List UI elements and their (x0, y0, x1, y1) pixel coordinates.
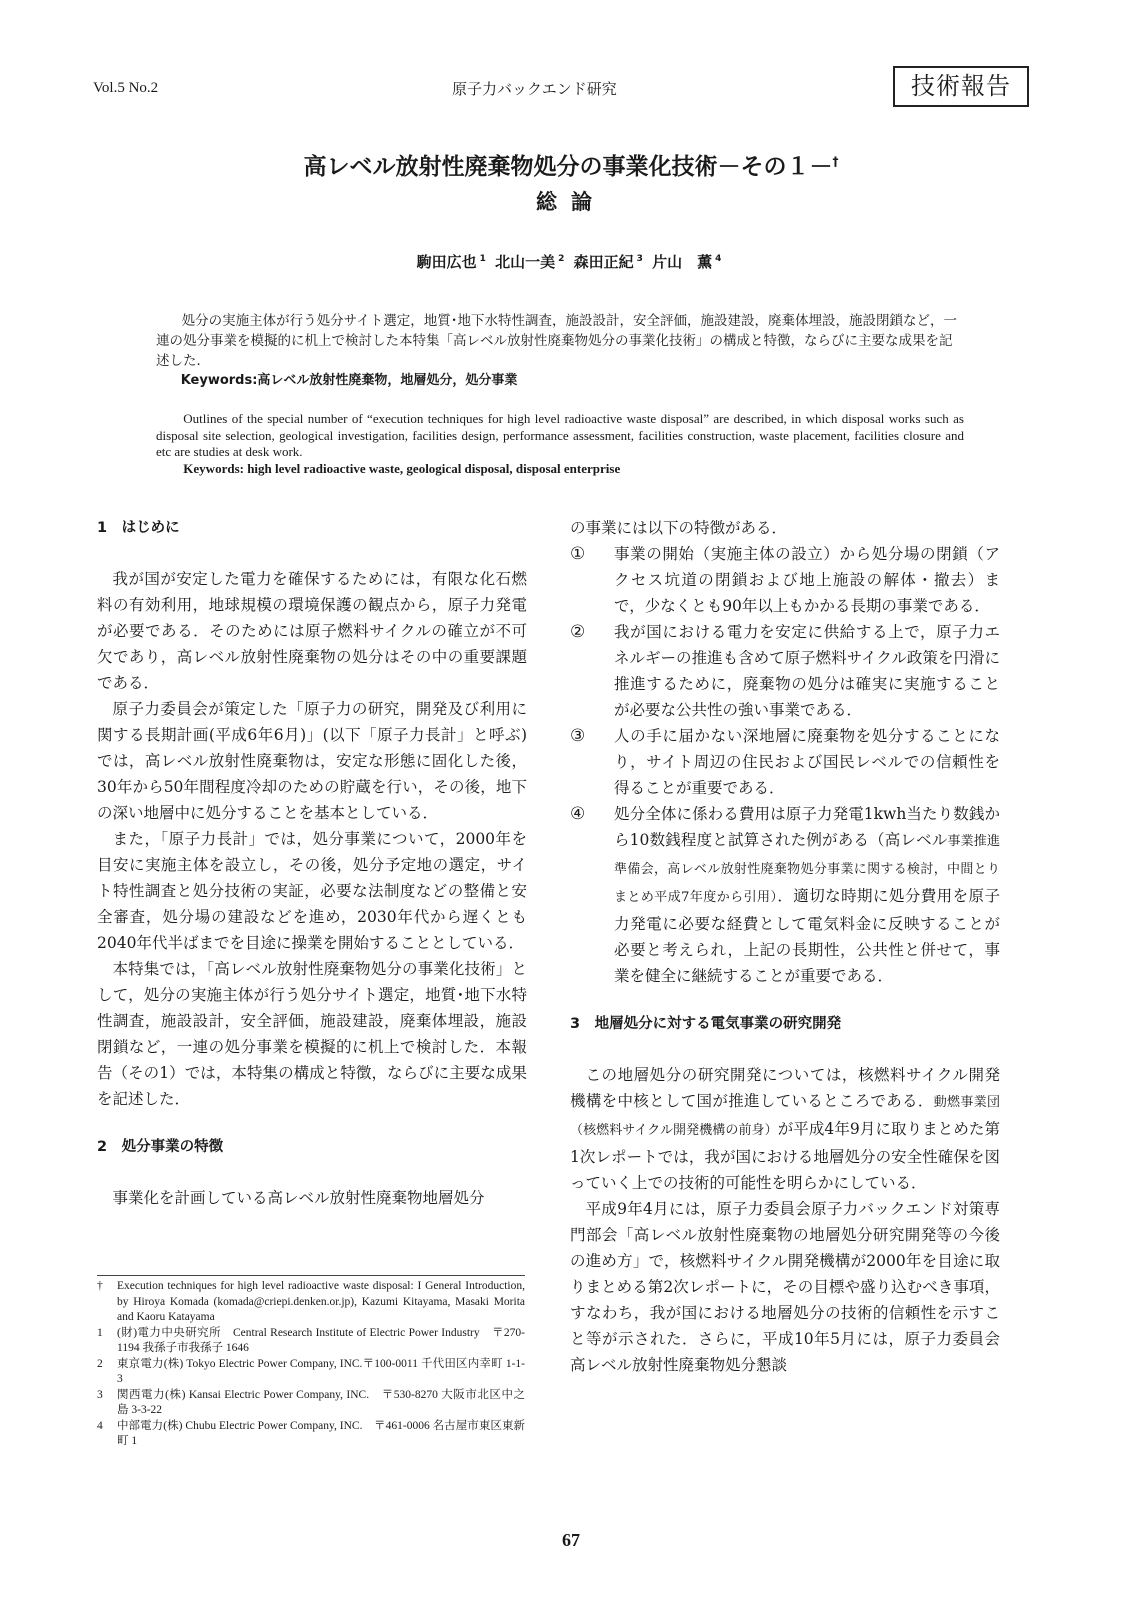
paper-subtitle: 総論 (536, 190, 606, 214)
title-dagger: † (832, 154, 839, 169)
category-badge: 技術報告 (893, 66, 1029, 107)
item-4-text-a: 処分全体に係わる費用は原子力発電1kwh当たり数銭から10数銭程度と試算された例がある（高レベル (614, 805, 1000, 849)
list-item (570, 541, 1000, 619)
abstract-english (156, 411, 964, 477)
paragraph: 本特集では，「高レベル放射性廃棄物処分の事業化技術」として，処分の実施主体が行う処分サイト選定，地質･地下水特性調査，施設設計，安全評価，施設建設，廃棄体埋設，施設閉鎖など，一連の処分事業を模擬的に机上で検討した．本報告（その1）では，本特集の構成と特徴，ならびに主要な成果を記述した． (97, 960, 527, 1108)
item-4-text-b: ．適切な時期に処分費用を原子力発電に必要な経費として電気料金に反映することが必要と考えられ，上記の長期性，公共性と併せて，事業を健全に継続することが重要である． (614, 887, 1000, 985)
sec3-text-b: が平成4年9月に取りまとめた第1次レポートでは，我が国における地層処分の安全性確保を図っていく上での技術的可能性を明らかにしている． (570, 1120, 1000, 1192)
item-number: ③ (570, 726, 586, 746)
author-name: 北山一美 (495, 253, 556, 271)
section-1-heading: 1 はじめに (97, 520, 180, 536)
paragraph: 事業化を計画している高レベル放射性廃棄物地層処分 (112, 1189, 485, 1207)
footnote-text: 東京電力(株) Tokyo Electric Power Company, INC.〒100-0011 千代田区内幸町 1-1-3 (117, 1357, 525, 1385)
item-text (614, 801, 1000, 989)
list-item (570, 801, 1000, 989)
volume-label: Vol.5 No.2 (93, 80, 159, 96)
list-item (570, 723, 1000, 801)
keywords-en: Keywords: high level radioactive waste, geological disposal, disposal enterprise (183, 460, 621, 476)
item-number: ① (570, 544, 586, 564)
paragraph-continuation: の事業には以下の特徴がある． (570, 519, 788, 537)
item-number: ② (570, 622, 586, 642)
left-column (97, 515, 527, 1211)
abstract-ja-text: 処分の実施主体が行う処分サイト選定，地質･地下水特性調査，施設設計，安全評価，施設建設，廃棄体埋設，施設閉鎖など，一連の処分事業を模擬的に机上で検討した本特集「高レベル放射性廃棄物処分の事業化技術」の構成と特徴，ならびに主要な成果を記述した． (156, 313, 957, 369)
abstract-en-text: Outlines of the special number of “execution techniques for high level radioactive waste disposal” are described, in which disposal works such as disposal site selection, geological investigation, facilities design, performance assessment, facilities construction, waste placement, facilities closure and etc are studies at desk work. (156, 411, 964, 459)
author-name: 森田正紀 (573, 253, 634, 271)
item-text: 人の手に届かない深地層に廃棄物を処分することになり，サイト周辺の住民および国民レベルでの信頼性を得ることが重要である． (614, 727, 1000, 797)
paragraph: 平成9年4月には，原子力委員会原子力バックエンド対策専門部会「高レベル放射性廃棄物の地層処分研究開発等の今後の進め方」で，核燃料サイクル開発機構が2000年を目途に取りまとめる第2次レポートに，その目標や盛り込むべき事項，すなわち，我が国における地層処分の技術的信頼性を示すこと等が示された．さらに，平成10年5月には，原子力委員会高レベル放射性廃棄物処分懇談 (570, 1200, 1000, 1374)
paragraph: 我が国が安定した電力を確保するためには，有限な化石燃料の有効利用，地球規模の環境保護の観点から，原子力発電が必要である．そのためには原子燃料サイクルの確立が不可欠であり，高レベル放射性廃棄物の処分はその中の重要課題である． (97, 570, 527, 692)
footnote-mark: 2 (97, 1357, 103, 1370)
author-mark: 4 (715, 254, 722, 264)
list-item (570, 619, 1000, 723)
author-mark: 1 (479, 254, 486, 264)
paper-title (0, 148, 1142, 181)
section-2-heading: 2 処分事業の特徴 (97, 1139, 224, 1155)
footnote (97, 1419, 525, 1450)
footnote-mark: 1 (97, 1326, 103, 1339)
footnote-text: 関西電力(株) Kansai Electric Power Company, INC. 〒530-8270 大阪市北区中之島 3-3-22 (117, 1388, 525, 1416)
footnote-text: (財)電力中央研究所 Central Research Institute of Electric Power Industry 〒270-1194 我孫子市我孫子 1646 (117, 1326, 525, 1354)
item-text: 事業の開始（実施主体の設立）から処分場の閉鎖（アクセス坑道の閉鎖および地上施設の解体・撤去）まで，少なくとも90年以上もかかる長期の事業である． (614, 545, 1000, 615)
footnote (97, 1357, 525, 1388)
footnote (97, 1388, 525, 1419)
footnote-text: Execution techniques for high level radioactive waste disposal: I General Introduction, by Hiroya Komada (komada@criepi.denken.or.jp), Kazumi Kitayama, Masaki Morita and Kaoru Katayama (117, 1280, 525, 1323)
journal-name: 原子力バックエンド研究 (452, 80, 617, 98)
keywords-ja: Keywords:高レベル放射性廃棄物，地層処分，処分事業 (180, 373, 518, 388)
abstract-japanese (156, 311, 964, 391)
author-mark: 2 (558, 254, 565, 264)
footnote-text: 中部電力(株) Chubu Electric Power Company, INC. 〒461-0006 名古屋市東区東新町 1 (117, 1419, 525, 1447)
author-name: 駒田広也 (416, 253, 477, 271)
item-text: 我が国における電力を安定に供給する上で，原子力エネルギーの推進も含めて原子燃料サイクル政策を円滑に推進するために，廃棄物の処分は確実に実施することが必要な公共性の強い事業である． (614, 623, 1000, 719)
footnote-mark: 4 (97, 1419, 103, 1432)
paragraph (570, 1062, 1000, 1196)
item-number: ④ (570, 804, 586, 824)
author-list (0, 251, 1142, 272)
paragraph: また，「原子力長計」では，処分事業について，2000年を目安に実施主体を設立し，その後，処分予定地の選定，サイト特性調査と処分技術の実証，必要な法制度などの整備と安全審査，処分場の建設などを進め，2030年代から遅くとも2040年代半ばまでを目途に操業を開始することとしている． (97, 830, 527, 952)
item-4-citation: 事業推進準備会，高レベル放射性廃棄物処分事業に関する検討，中間とりまとめ平成7年度から引用） (614, 834, 1000, 905)
paragraph: 原子力委員会が策定した「原子力の研究，開発及び利用に関する長期計画(平成6年6月)」(以下「原子力長計」と呼ぶ)では，高レベル放射性廃棄物は，安定な形態に固化した後，30年から50年間程度冷却のための貯蔵を行い，その後，地下の深い地層中に処分することを基本としている． (97, 700, 527, 822)
footnote-mark: 3 (97, 1388, 103, 1401)
section-3-heading: 3 地層処分に対する電気事業の研究開発 (570, 1016, 842, 1032)
page-number: 67 (562, 1530, 580, 1550)
right-column (570, 515, 1000, 1378)
author-name: 片山 薫 (652, 253, 713, 271)
footnote (97, 1279, 525, 1326)
footnotes (97, 1275, 525, 1450)
sec3-text-a: この地層処分の研究開発については，核燃料サイクル開発機構を中核として国が推進しているところである． (570, 1066, 1000, 1110)
author-mark: 3 (636, 254, 643, 264)
title-text: 高レベル放射性廃棄物処分の事業化技術－その１－ (303, 154, 833, 180)
feature-list (570, 541, 1000, 989)
sec3-small-text: 動燃事業団（核燃料サイクル開発機構の前身） (570, 1095, 1000, 1138)
footnote (97, 1326, 525, 1357)
footnote-mark: † (97, 1280, 103, 1292)
